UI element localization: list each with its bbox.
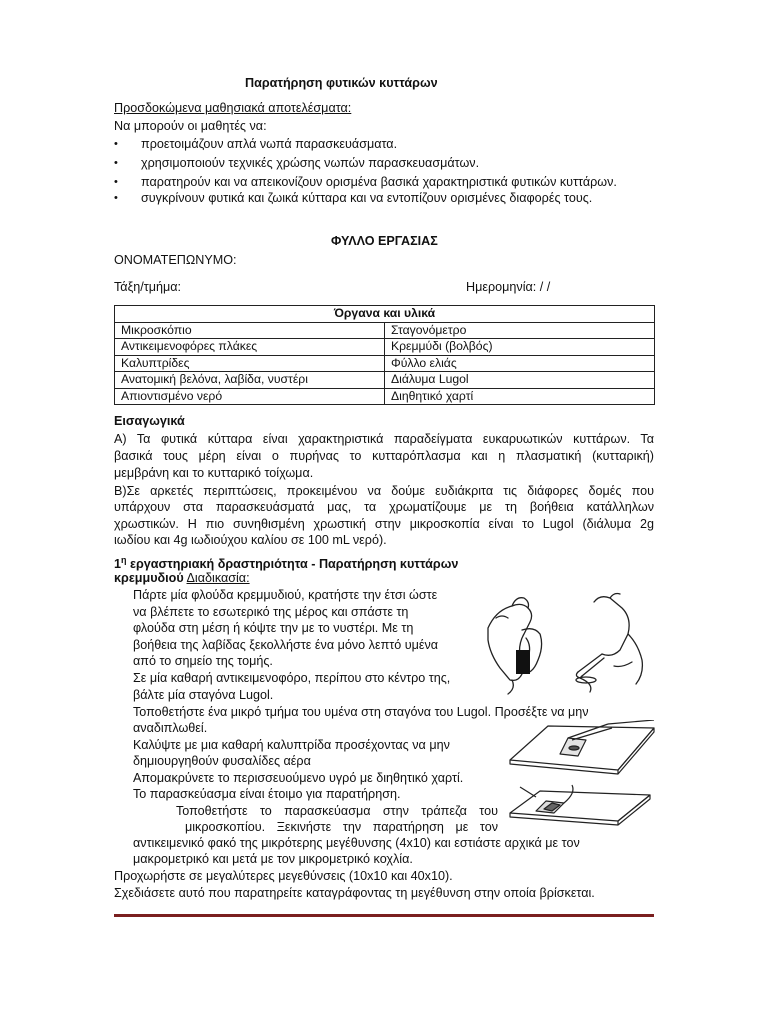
table-row bbox=[115, 322, 655, 339]
step-line: αντικειμενικό φακό της μικρότερης μεγέθυνσης (4x10) και εστιάστε αρχικά με τον bbox=[133, 836, 580, 850]
outcome-item: προετοιμάζουν απλά νωπά παρασκευάσματα. bbox=[141, 137, 398, 151]
table-cell: Αντικειμενοφόρες πλάκες bbox=[115, 339, 385, 356]
table-cell: Κρεμμύδι (βολβός) bbox=[385, 339, 655, 356]
onion-peeling-illustration bbox=[482, 588, 654, 698]
step-line: Πάρτε μία φλούδα κρεμμυδιού, κρατήστε την έτσι ώστε bbox=[133, 588, 438, 602]
table-cell: Φύλλο ελιάς bbox=[385, 355, 655, 372]
step-line: βάλτε μία σταγόνα Lugol. bbox=[133, 688, 274, 702]
step-line: Σχεδιάσετε αυτό που παρατηρείτε καταγράφοντας τη μεγέθυνση στην οποία βρίσκεται. bbox=[114, 886, 595, 900]
intro-a-line: μεμβράνη και το κυτταρικό τοίχωμα. bbox=[114, 466, 314, 480]
step-line: Τοποθετήστε το παρασκεύασμα στην τράπεζα του bbox=[176, 804, 498, 818]
activity-heading-2 bbox=[114, 571, 250, 585]
table-header: Όργανα και υλικά bbox=[115, 306, 655, 323]
outcomes-intro: Να μπορούν οι μαθητές να: bbox=[114, 119, 267, 133]
step-line: Καλύψτε με μια καθαρή καλυπτρίδα προσέχοντας να μην bbox=[133, 738, 450, 752]
table-row bbox=[115, 339, 655, 356]
activity-subject: κρεμμυδιού bbox=[114, 571, 184, 585]
table-header-row bbox=[115, 306, 655, 323]
filter-paper-illustration bbox=[506, 783, 654, 841]
step-line: να βλέπετε το εσωτερικό της μέρος και σπάστε τη bbox=[133, 605, 409, 619]
table-cell: Διηθητικό χαρτί bbox=[385, 388, 655, 405]
outcome-item: παρατηρούν και να απεικονίζουν ορισμένα βασικά χαρακτηριστικά φυτικών κυττάρων. bbox=[141, 175, 617, 189]
page-title: Παρατήρηση φυτικών κυττάρων bbox=[245, 76, 438, 90]
intro-b-line: χρωστικών. Η πιο συνηθισμένη χρωστική στην μικροσκοπία είναι το Lugol (διάλυμα 2g bbox=[114, 517, 654, 531]
coverslip-illustration bbox=[508, 720, 656, 780]
activity-heading bbox=[114, 555, 458, 571]
class-label: Τάξη/τμήμα: bbox=[114, 280, 182, 294]
table-cell: Διάλυμα Lugol bbox=[385, 372, 655, 389]
outcome-item: συγκρίνουν φυτικά και ζωικά κύτταρα και να εντοπίζουν ορισμένες διαφορές τους. bbox=[141, 191, 593, 205]
outcomes-heading: Προσδοκώμενα μαθησιακά αποτελέσματα: bbox=[114, 101, 352, 115]
procedure-label: Διαδικασία: bbox=[186, 571, 250, 585]
bullet: • bbox=[114, 192, 118, 204]
step-line: Προχωρήστε σε μεγαλύτερες μεγεθύνσεις (10x10 και 40x10). bbox=[114, 869, 453, 883]
intro-a-line: Α) Τα φυτικά κύτταρα είναι χαρακτηριστικά παραδείγματα ευκαρυωτικών κυττάρων. Τα bbox=[114, 432, 654, 446]
bullet: • bbox=[114, 138, 118, 150]
step-line: Το παρασκεύασμα είναι έτοιμο για παρατήρηση. bbox=[133, 787, 401, 801]
bullet: • bbox=[114, 157, 118, 169]
table-cell: Απιοντισμένο νερό bbox=[115, 388, 385, 405]
date-label: Ημερομηνία: / / bbox=[466, 280, 551, 294]
step-line: φλούδα στη μέση ή κόψτε την με το νυστέρι. Με τη bbox=[133, 621, 414, 635]
intro-a-line: βασικά τους μέρη είναι ο πυρήνας το κυτταρόπλασμα και η πλασματική (κυτταρική) bbox=[114, 449, 654, 463]
activity-superscript: η bbox=[121, 555, 127, 565]
name-label: ΟΝΟΜΑΤΕΠΩΝΥΜΟ: bbox=[114, 253, 237, 267]
step-line: Σε μία καθαρή αντικειμενοφόρο, περίπου στο κέντρο της, bbox=[133, 671, 451, 685]
table-cell: Μικροσκόπιο bbox=[115, 322, 385, 339]
table-cell: Σταγονόμετρο bbox=[385, 322, 655, 339]
activity-number: 1 bbox=[114, 557, 122, 572]
step-line: δημιουργηθούν φυσαλίδες αέρα bbox=[133, 754, 311, 768]
intro-b-line: ιωδίου και 4g ιωδιούχου καλίου σε 100 mL νερό). bbox=[114, 533, 387, 547]
bullet: • bbox=[114, 176, 118, 188]
table-row bbox=[115, 355, 655, 372]
step-line: αναδιπλωθεί. bbox=[133, 721, 208, 735]
outcome-item: χρησιμοποιούν τεχνικές χρώσης νωπών παρασκευασμάτων. bbox=[141, 156, 480, 170]
table-cell: Καλυπτρίδες bbox=[115, 355, 385, 372]
step-line: βοήθεια της λαβίδας ξεκολλήστε ένα μόνο λεπτό υμένα bbox=[133, 638, 439, 652]
worksheet-heading: ΦΥΛΛΟ ΕΡΓΑΣΙΑΣ bbox=[331, 234, 438, 248]
footer-rule bbox=[114, 914, 654, 917]
table-row bbox=[115, 388, 655, 405]
step-line: από το σημείο της τομής. bbox=[133, 654, 273, 668]
intro-b-line: υπάρχουν στα παρασκευάσματά μας, τα χρωματίζουμε με τη βοήθεια κατάλληλων bbox=[114, 500, 654, 514]
activity-title: εργαστηριακή δραστηριότητα - Παρατήρηση κυττάρων bbox=[126, 557, 459, 572]
step-line: Απομακρύνετε το περισσευούμενο υγρό με διηθητικό χαρτί. bbox=[133, 771, 464, 785]
table-row bbox=[115, 372, 655, 389]
step-line: μακρομετρικό και μετά με τον μικρομετρικό κοχλία. bbox=[133, 852, 413, 866]
materials-table bbox=[114, 305, 655, 405]
step-line: Τοποθετήστε ένα μικρό τμήμα του υμένα στη σταγόνα του Lugol. Προσέξτε να μην bbox=[133, 705, 589, 719]
table-cell: Ανατομική βελόνα, λαβίδα, νυστέρι bbox=[115, 372, 385, 389]
intro-b-line: Β)Σε αρκετές περιπτώσεις, προκειμένου να δούμε ευδιάκριτα τις διάφορες δομές που bbox=[114, 484, 654, 498]
intro-heading: Εισαγωγικά bbox=[114, 414, 185, 428]
step-line: μικροσκοπίου. Ξεκινήστε την παρατήρηση με τον bbox=[185, 820, 498, 834]
